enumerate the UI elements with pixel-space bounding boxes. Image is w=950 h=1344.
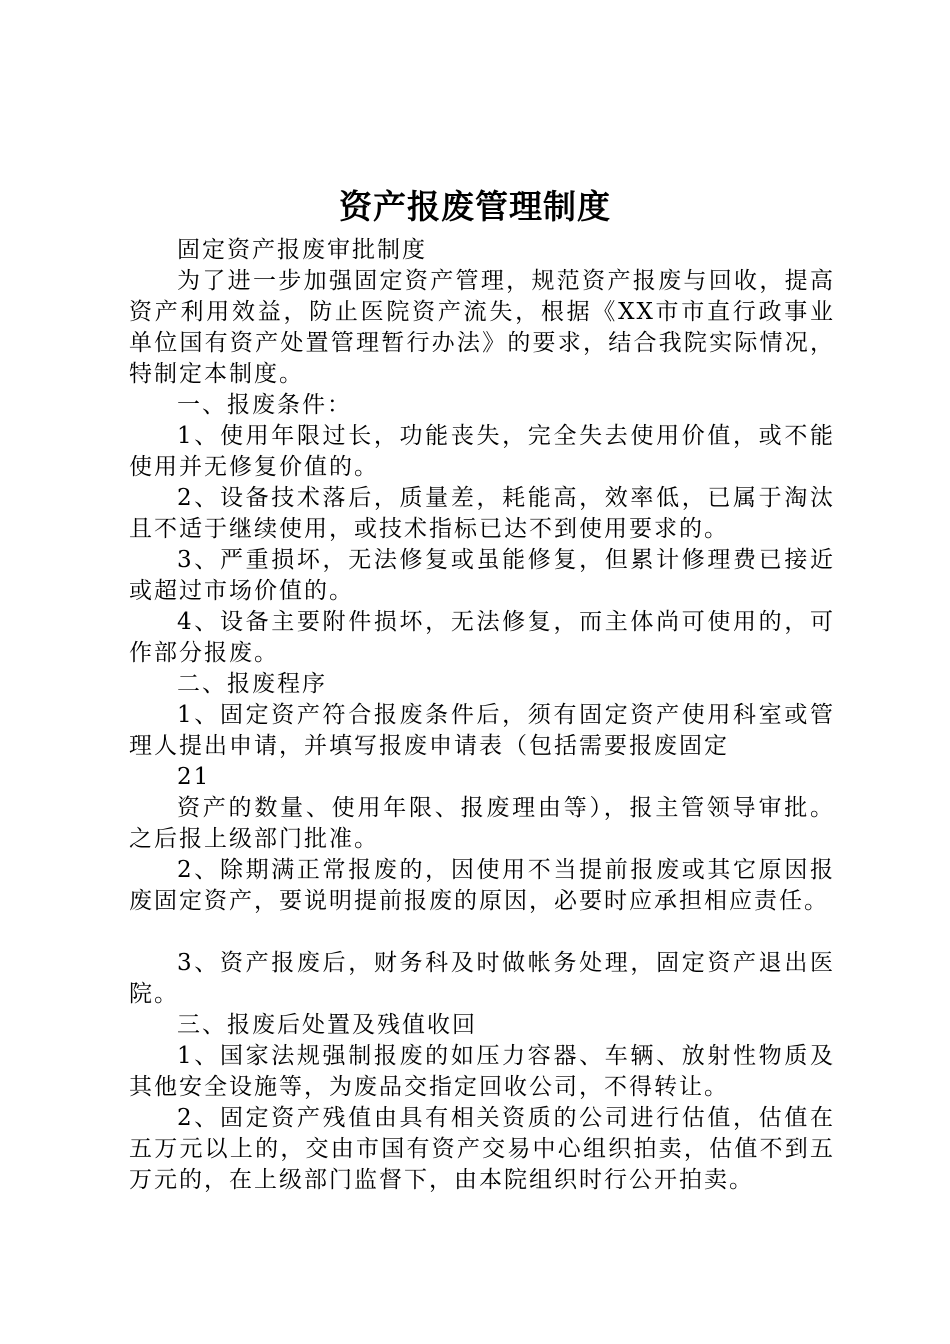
document-body xyxy=(129,235,835,1196)
paragraph-disposal-2: 2、固定资产残值由具有相关资质的公司进行估值，估值在五万元以上的，交由市国有资产交易中心组织拍卖，估值不到五万元的，在上级部门监督下，由本院组织时行公开拍卖。 xyxy=(129,1105,835,1193)
paragraph-procedure-3: 3、资产报废后，财务科及时做帐务处理，固定资产退出医院。 xyxy=(129,950,835,1007)
paragraph-procedure-2: 2、除期满正常报废的，因使用不当提前报废或其它原因报废固定资产，要说明提前报废的原因，必要时应承担相应责任。 xyxy=(129,857,835,914)
paragraph-condition-4: 4、设备主要附件损坏，无法修复，而主体尚可使用的，可作部分报废。 xyxy=(129,609,835,666)
paragraph-procedure-1: 1、固定资产符合报废条件后，须有固定资产使用科室或管理人提出申请，并填写报废申请表（包括需要报废固定 xyxy=(129,702,835,759)
paragraph-condition-2: 2、设备技术落后，质量差，耗能高，效率低，已属于淘汰且不适于继续使用，或技术指标已达不到使用要求的。 xyxy=(129,485,835,542)
paragraph-disposal-1: 1、国家法规强制报废的如压力容器、车辆、放射性物质及其他安全设施等，为废品交指定回收公司，不得转让。 xyxy=(129,1043,835,1100)
paragraph-condition-1: 1、使用年限过长，功能丧失，完全失去使用价值，或不能使用并无修复价值的。 xyxy=(129,423,835,480)
page-number: 21 xyxy=(177,764,211,790)
paragraph-intro: 为了进一步加强固定资产管理，规范资产报废与回收，提高资产利用效益，防止医院资产流失，根据《XX市市直行政事业单位国有资产处置管理暂行办法》的要求，结合我院实际情况，特制定本制度。 xyxy=(129,268,835,387)
paragraph-subtitle: 固定资产报废审批制度 xyxy=(177,237,427,263)
section-heading-disposal: 三、报废后处置及残值收回 xyxy=(177,1012,477,1038)
section-heading-conditions: 一、报废条件： xyxy=(177,392,352,418)
section-heading-procedure: 二、报废程序 xyxy=(177,671,327,697)
blank-line xyxy=(129,917,835,948)
paragraph-condition-3: 3、严重损坏，无法修复或虽能修复，但累计修理费已接近或超过市场价值的。 xyxy=(129,547,835,604)
page-title: 资产报废管理制度 xyxy=(339,187,611,226)
paragraph-procedure-1-continued: 资产的数量、使用年限、报废理由等），报主管领导审批。之后报上级部门批准。 xyxy=(129,795,835,852)
